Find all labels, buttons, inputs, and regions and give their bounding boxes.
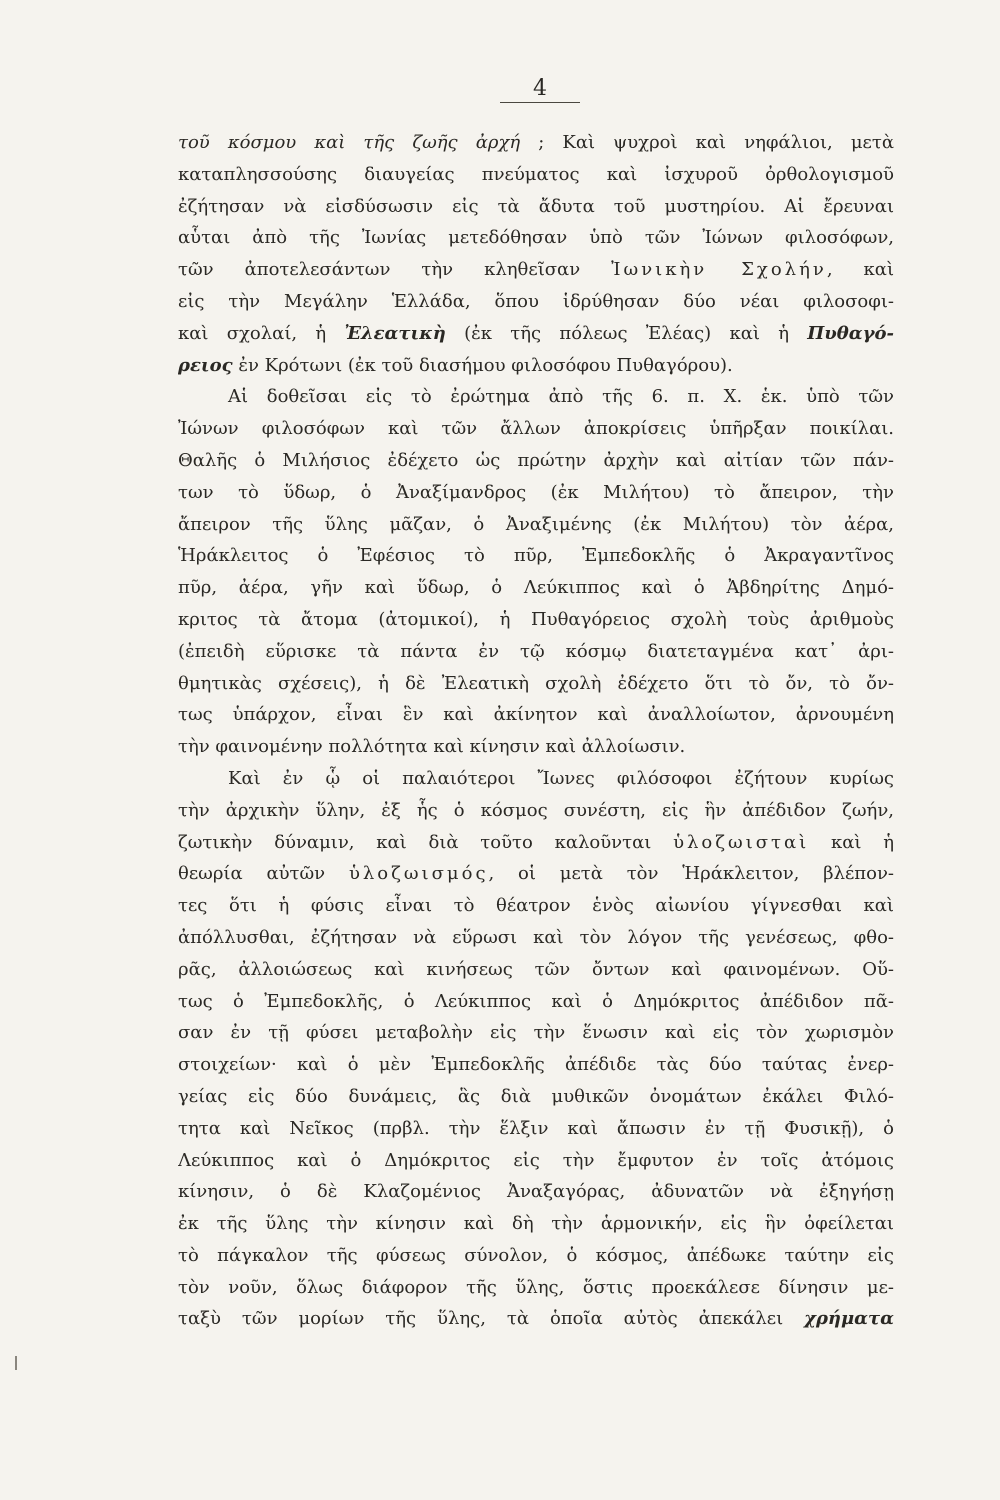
spaced-term: ὑλοζωισταὶ [673,831,810,853]
text-line: Αἱ δοθεῖσαι εἰς τὸ ἐρώτημα ἀπὸ τῆς 6. π. Χ. ἑκ. ὑπὸ τῶν [228,386,894,408]
bold-term: χρήματα [804,1308,894,1330]
text-line: Καὶ ἐν ᾧ οἱ παλαιότεροι Ἴωνες φιλόσοφοι ἐζήτουν κυρίως [228,767,894,789]
text-line: τως ὁ Ἐμπεδοκλῆς, ὁ Λεύκιππος καὶ ὁ Δημόκριτος ἀπέδιδον πᾶ- [178,990,894,1012]
text-line: τοῦ κόσμου καὶ τῆς ζωῆς ἀρχή ; Καὶ ψυχροὶ καὶ νηφάλιοι, μετὰ [178,132,894,153]
text-line: ἄπειρον τῆς ὕλης μᾶζαν, ὁ Ἀναξιμένης (ἐκ Μιλήτου) τὸν ἀέρα, [178,513,894,535]
text-line: καταπλησσούσης διαυγείας πνεύματος καὶ ἰσχυροῦ ὀρθολογισμοῦ [178,163,894,185]
text-line: γείας εἰς δύο δυνάμεις, ἃς διὰ μυθικῶν ὀνομάτων ἐκάλει Φιλό- [178,1085,894,1107]
text-line: τὴν φαινομένην πολλότητα καὶ κίνησιν καὶ ἀλλοίωσιν. [178,736,686,758]
text-line: εἰς τὴν Μεγάλην Ἑλλάδα, ὅπου ἱδρύθησαν δύο νέαι φιλοσοφι- [178,290,894,312]
text-line: ἀπόλλυσθαι, ἐζήτησαν νὰ εὕρωσι καὶ τὸν λόγον τῆς γενέσεως, φθο- [178,926,894,948]
text-line: κίνησιν, ὁ δὲ Κλαζομένιος Ἀναξαγόρας, ἀδυνατῶν νὰ ἐξηγήσῃ [178,1181,894,1203]
text-line: τὴν ἀρχικὴν ὕλην, ἐξ ἧς ὁ κόσμος συνέστη, εἰς ἣν ἀπέδιδον ζωήν, [178,799,894,821]
text-line: τητα καὶ Νεῖκος (πρβλ. τὴν ἕλξιν καὶ ἄπωσιν ἐν τῇ Φυσικῇ), ὁ [178,1117,894,1139]
text-line: Ἡράκλειτος ὁ Ἐφέσιος τὸ πῦρ, Ἐμπεδοκλῆς ὁ Ἀκραγαντῖνος [178,545,894,567]
text-line: στοιχείων· καὶ ὁ μὲν Ἐμπεδοκλῆς ἀπέδιδε τὰς δύο ταύτας ἐνερ- [178,1054,894,1076]
text-line: ζωτικὴν δύναμιν, καὶ διὰ τοῦτο καλοῦνται ὑλοζωισταὶ καὶ ἡ [178,831,894,853]
text-line: κριτος τὰ ἄτομα (ἀτομικοί), ἡ Πυθαγόρειος σχολὴ τοὺς ἀριθμοὺς [178,608,894,630]
text-line: Ἰώνων φιλοσόφων καὶ τῶν ἄλλων ἀποκρίσεις ὑπῆρξαν ποικίλαι. [178,418,894,440]
text-line: αὗται ἀπὸ τῆς Ἰωνίας μετεδόθησαν ὑπὸ τῶν Ἰώνων φιλοσόφων, [178,227,894,249]
header-rule [500,102,580,103]
text-line: Λεύκιππος καὶ ὁ Δημόκριτος εἰς τὴν ἔμφυτον ἐν τοῖς ἀτόμοις [178,1149,894,1171]
text-line: σαν ἐν τῇ φύσει μεταβολὴν εἰς τὴν ἕνωσιν καὶ εἰς τὸν χωρισμὸν [178,1022,894,1044]
bold-term: ρειος [178,354,233,376]
text-line: ἐζήτησαν νὰ εἰσδύσωσιν εἰς τὰ ἄδυτα τοῦ μυστηρίου. Αἱ ἔρευναι [178,195,894,217]
text-line: πῦρ, ἀέρα, γῆν καὶ ὕδωρ, ὁ Λεύκιππος καὶ ὁ Ἀβδηρίτης Δημό- [178,577,894,599]
text-line: τῶν ἀποτελεσάντων τὴν κληθεῖσαν Ἰωνικὴν Σχολήν, καὶ [178,259,894,281]
bold-term: Ἐλεατικὴ [344,322,446,344]
text-line: Θαλῆς ὁ Μιλήσιος ἐδέχετο ὡς πρώτην ἀρχὴν καὶ αἰτίαν τῶν πάν- [178,449,894,471]
margin-mark [15,1356,17,1370]
body-text [178,127,894,1335]
page-number: 4 [533,76,547,101]
text-line: (ἐπειδὴ εὕρισκε τὰ πάντα ἐν τῷ κόσμῳ διατεταγμένα κατ᾽ ἀρι- [178,640,894,662]
text-line: τὸν νοῦν, ὅλως διάφορον τῆς ὕλης, ὅστις προεκάλεσε δίνησιν με- [178,1276,894,1298]
text-line: ρειος ἐν Κρότωνι (ἐκ τοῦ διασήμου φιλοσόφου Πυθαγόρου). [178,354,733,376]
spaced-term: ὑλοζωισμός [348,863,489,885]
bold-term: Πυθαγό- [807,322,894,344]
spaced-term: Ἰωνικὴν Σχολήν [611,259,827,281]
text-line: καὶ σχολαί, ἡ Ἐλεατικὴ (ἐκ τῆς πόλεως Ἐλέας) καὶ ἡ Πυθαγό- [178,322,894,344]
text-line: των τὸ ὕδωρ, ὁ Ἀναξίμανδρος (ἐκ Μιλήτου) τὸ ἄπειρον, τὴν [178,481,894,503]
text-line: τες ὅτι ἡ φύσις εἶναι τὸ θέατρον ἑνὸς αἰωνίου γίγνεσθαι καὶ [178,895,894,917]
text-line: τὸ πάγκαλον τῆς φύσεως σύνολον, ὁ κόσμος, ἀπέδωκε ταύτην εἰς [178,1244,894,1266]
text-line: θεωρία αὐτῶν ὑλοζωισμός, οἱ μετὰ τὸν Ἡράκλειτον, βλέπον- [178,863,894,885]
text-line: θμητικὰς σχέσεις), ἡ δὲ Ἐλεατικὴ σχολὴ ἐδέχετο ὅτι τὸ ὄν, τὸ ὄν- [178,672,894,694]
text-line: τως ὑπάρχον, εἶναι ἓν καὶ ἀκίνητον καὶ ἀναλλοίωτον, ἀρνουμένη [178,704,894,726]
text-line: ἐκ τῆς ὕλης τὴν κίνησιν καὶ δὴ τὴν ἁρμονικήν, εἰς ἣν ὀφείλεται [178,1213,894,1235]
text-line: ταξὺ τῶν μορίων τῆς ὕλης, τὰ ὁποῖα αὐτὸς ἀπεκάλει χρήματα [178,1308,894,1330]
text-line: ρᾶς, ἀλλοιώσεως καὶ κινήσεως τῶν ὄντων καὶ φαινομένων. Οὕ- [178,958,894,980]
